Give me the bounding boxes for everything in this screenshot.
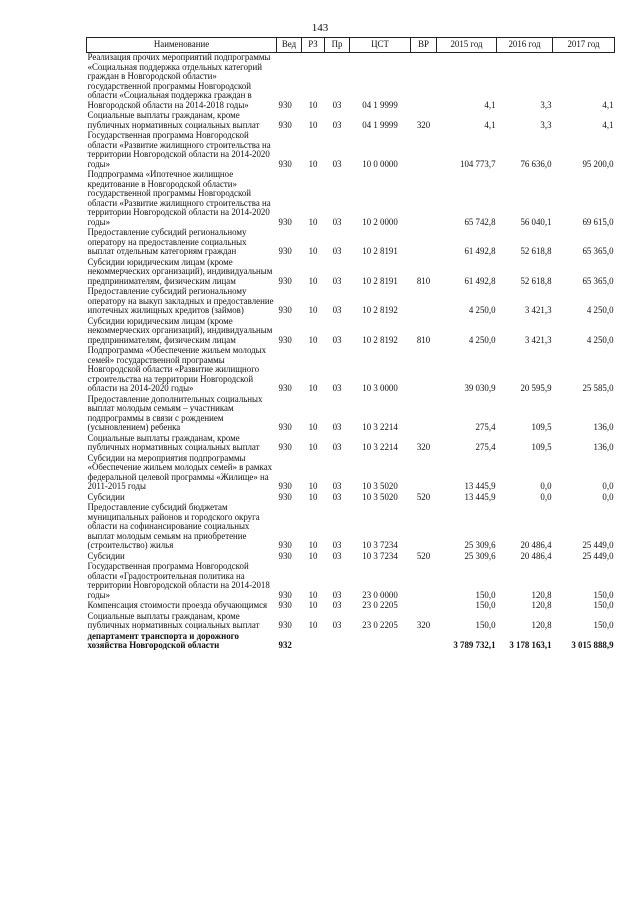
table-cell-vr: [411, 287, 437, 317]
table-cell-2017: 25 449,0: [582, 550, 614, 561]
table-cell-ved: 930: [278, 99, 292, 110]
table-cell-name: Подпрограмма «Ипотечное жилищное кредитование в Новгородской области» государственной программы Новгородской области «Развитие жилищного строительства на территории Новгородской области на 2014-2020 годы»: [87, 169, 271, 227]
table-cell-2016: 3 178 163,1: [509, 640, 552, 650]
table-cell-pr: 03: [332, 216, 342, 227]
table-cell-ved: 930: [278, 589, 292, 600]
table-cell-cst: 10 3 0000: [362, 383, 398, 393]
table-cell-2016: 52 618,8: [520, 246, 552, 256]
table-cell-vr: [411, 454, 437, 493]
table-cell-cst: 23 0 2205: [362, 620, 398, 630]
table-cell-rz: 10: [308, 600, 318, 610]
table-row: [87, 503, 615, 552]
table-cell-vr: [411, 632, 437, 652]
table-cell-2017: 4 250,0: [586, 305, 614, 315]
table-cell-rz: 10: [308, 383, 318, 393]
table-cell-2015: 275,4: [475, 422, 496, 432]
table-row: [87, 258, 615, 288]
table-cell-rz: 10: [308, 442, 318, 452]
table-row: [87, 287, 615, 317]
table-cell-pr: 03: [332, 481, 342, 491]
table-cell-cst: 10 3 7234: [362, 550, 398, 561]
table-cell-name: Подпрограмма «Обеспечение жильем молодых семей» государственной программы Новгородской области «Развитие жилищного строительства на территории Новгородской области на 2014-2020 годы»: [87, 345, 267, 393]
table-cell-name: Предоставление субсидий региональному оператору на выкуп закладных и предоставление ипотечных жилищных кредитов (займов): [87, 286, 274, 315]
table-cell-2017: 150,0: [593, 600, 614, 610]
table-row: [87, 170, 615, 228]
table-cell-ved: 930: [278, 620, 292, 630]
table-cell-2015: 25 309,6: [464, 540, 496, 550]
table-cell-2016: 0,0: [540, 491, 552, 502]
table-cell-ved: 930: [278, 216, 292, 227]
table-cell-2017: 136,0: [593, 422, 614, 432]
table-cell-name: Социальные выплаты гражданам, кроме публичных нормативных социальных выплат: [87, 610, 260, 630]
table-cell-2016: 20 486,4: [520, 540, 552, 550]
table-cell-2015: 104 773,7: [460, 158, 496, 169]
table-cell-2016: 0,0: [540, 481, 552, 491]
table-cell-name: Социальные выплаты гражданам, кроме публичных нормативных социальных выплат: [87, 110, 260, 130]
table-cell-cst: 23 0 0000: [362, 589, 398, 600]
table-cell-cst: 10 3 5020: [362, 481, 398, 491]
table-cell-2016: 3,3: [540, 119, 552, 130]
table-cell-2017: 69 615,0: [582, 216, 614, 227]
table-cell-2015: 4,1: [484, 99, 496, 110]
table-cell-rz: 10: [308, 550, 318, 561]
table-row: [87, 131, 615, 170]
table-cell-2017: 25 449,0: [582, 540, 614, 550]
table-cell-2017: 136,0: [593, 442, 614, 452]
table-cell-ved: 930: [278, 119, 292, 130]
table-cell-cst: 04 1 9999: [362, 99, 398, 110]
table-cell-rz: 10: [308, 491, 318, 502]
table-row: [87, 562, 615, 601]
table-cell-2017: 0,0: [602, 491, 614, 502]
table-cell-vr: [411, 503, 437, 552]
table-cell-pr: 03: [332, 275, 342, 286]
table-cell-2017: 65 365,0: [582, 246, 614, 256]
table-cell-2015: 39 030,9: [464, 383, 496, 393]
table-row: [87, 601, 615, 612]
table-cell-cst: 10 0 0000: [362, 158, 398, 169]
table-cell-2016: 56 040,1: [520, 216, 552, 227]
table-cell-vr: 520: [416, 550, 431, 561]
table-cell-2017: 0,0: [602, 481, 614, 491]
table-cell-vr: [411, 228, 437, 258]
budget-table: [86, 37, 615, 652]
table-row: [87, 53, 615, 112]
table-cell-pr: 03: [332, 99, 342, 110]
table-cell-vr: 320: [416, 119, 431, 130]
table-header-row: [87, 38, 615, 53]
table-row: [87, 395, 615, 434]
table-cell-2015: 4 250,0: [468, 334, 496, 345]
table-cell-ved: 930: [278, 305, 292, 315]
table-cell-pr: 03: [332, 442, 342, 452]
header-cst: ЦСТ: [350, 38, 411, 53]
header-pr: Пр: [325, 38, 350, 53]
table-cell-cst: 23 0 2205: [362, 600, 398, 610]
table-row: [87, 434, 615, 454]
table-cell-name: Субсидии на мероприятия подпрограммы «Обеспечение жильем молодых семей» в рамках федеральной целевой программы «Жилище» на 2011-2015 годы: [87, 452, 273, 491]
table-cell-2015: 61 492,8: [464, 275, 496, 286]
table-cell-name: Субсидии юридическим лицам (кроме некоммерческих организаций), индивидуальным предпринимателям, физическим лицам: [87, 256, 273, 286]
table-cell-2017: 25 585,0: [582, 383, 614, 393]
table-row: [87, 454, 615, 493]
table-cell-pr: 03: [332, 422, 342, 432]
table-cell-ved: 930: [278, 383, 292, 393]
table-cell-2017: 4,1: [602, 119, 614, 130]
table-cell-pr: 03: [332, 600, 342, 610]
table-cell-rz: 10: [308, 275, 318, 286]
table-cell-2016: 20 486,4: [520, 550, 552, 561]
table-cell-2017: 95 200,0: [582, 158, 614, 169]
table-cell-vr: [411, 131, 437, 170]
table-cell-ved: 930: [278, 275, 292, 286]
table-cell-ved: 932: [278, 640, 292, 650]
table-cell-pr: 03: [332, 620, 342, 630]
table-cell-2017: 4,1: [602, 99, 614, 110]
table-cell-2016: 120,8: [531, 600, 552, 610]
table-cell-rz: 10: [308, 589, 318, 600]
table-cell-2016: 3,3: [540, 99, 552, 110]
table-row: [87, 612, 615, 632]
table-cell-rz: 10: [308, 422, 318, 432]
table-row: [87, 228, 615, 258]
table-cell-rz: 10: [308, 481, 318, 491]
table-cell-rz: 10: [308, 305, 318, 315]
header-2015: 2015 год: [437, 38, 497, 53]
table-cell-pr: 03: [332, 158, 342, 169]
table-cell-ved: 930: [278, 334, 292, 345]
table-cell-2017: 65 365,0: [582, 275, 614, 286]
table-cell-2015: 4,1: [484, 119, 496, 130]
table-cell-pr: 03: [332, 589, 342, 600]
table-cell-vr: [411, 601, 437, 612]
table-row: [87, 632, 615, 652]
header-2017: 2017 год: [553, 38, 615, 53]
table-cell-pr: 03: [332, 383, 342, 393]
table-cell-ved: 930: [278, 422, 292, 432]
table-cell-2016: 3 421,3: [524, 305, 552, 315]
table-cell-vr: 320: [416, 442, 431, 452]
table-cell-rz: [302, 632, 325, 652]
table-cell-2016: 20 595,9: [520, 383, 552, 393]
table-cell-name: Реализация прочих мероприятий подпрограммы «Социальная поддержка отдельных категорий граждан в Новгородской области» государственной программы Новгородской области «Социальная поддержка граждан в Новгородской области на 2014-2018 годы»: [87, 52, 271, 110]
table-cell-rz: 10: [308, 334, 318, 345]
table-cell-2016: 109,5: [531, 442, 552, 452]
table-cell-vr: 810: [416, 334, 431, 345]
table-cell-name: Субсидии юридическим лицам (кроме некоммерческих организаций), индивидуальным предпринимателям, физическим лицам: [87, 315, 273, 345]
table-cell-2017: 150,0: [593, 589, 614, 600]
table-cell-ved: 930: [278, 540, 292, 550]
table-cell-name: Субсидии: [87, 491, 125, 502]
table-cell-2017: 150,0: [593, 620, 614, 630]
table-cell-cst: 10 2 0000: [362, 216, 398, 227]
table-cell-vr: 810: [416, 275, 431, 286]
table-cell-pr: [325, 632, 350, 652]
table-cell-name: департамент транспорта и дорожного хозяйства Новгородской области: [87, 630, 239, 650]
table-cell-rz: 10: [308, 158, 318, 169]
table-cell-pr: 03: [332, 334, 342, 345]
table-cell-cst: [350, 632, 411, 652]
table-cell-2016: 120,8: [531, 589, 552, 600]
header-name: Наименование: [87, 38, 277, 53]
table-cell-2015: 13 445,9: [464, 481, 496, 491]
table-cell-cst: 10 3 5020: [362, 491, 398, 502]
table-cell-cst: 10 2 8192: [362, 334, 398, 345]
table-cell-rz: 10: [308, 216, 318, 227]
table-cell-2016: 76 636,0: [520, 158, 552, 169]
table-cell-pr: 03: [332, 305, 342, 315]
table-cell-2015: 4 250,0: [468, 305, 496, 315]
page-number: 143: [311, 22, 329, 34]
table-cell-ved: 930: [278, 158, 292, 169]
table-cell-pr: 03: [332, 550, 342, 561]
table-cell-cst: 10 2 8191: [362, 246, 398, 256]
table-cell-cst: 10 2 8191: [362, 275, 398, 286]
table-row: [87, 111, 615, 131]
header-2016: 2016 год: [497, 38, 553, 53]
table-cell-2015: 61 492,8: [464, 246, 496, 256]
table-row: [87, 317, 615, 347]
table-cell-rz: 10: [308, 119, 318, 130]
table-cell-rz: 10: [308, 246, 318, 256]
table-cell-name: Компенсация стоимости проезда обучающимся: [87, 600, 268, 610]
table-cell-ved: 930: [278, 600, 292, 610]
table-cell-vr: 520: [416, 491, 431, 502]
table-cell-ved: 930: [278, 550, 292, 561]
table-cell-name: Социальные выплаты гражданам, кроме публичных нормативных социальных выплат: [87, 432, 260, 452]
table-cell-2017: 3 015 888,9: [571, 640, 614, 650]
table-cell-cst: 04 1 9999: [362, 119, 398, 130]
header-rz: РЗ: [302, 38, 325, 53]
table-cell-name: Субсидии: [87, 550, 125, 561]
table-cell-pr: 03: [332, 246, 342, 256]
table-cell-ved: 930: [278, 442, 292, 452]
table-row: [87, 346, 615, 395]
table-cell-vr: [411, 562, 437, 601]
table-cell-ved: 930: [278, 491, 292, 502]
table-cell-2015: 150,0: [475, 589, 496, 600]
table-cell-name: Государственная программа Новгородской области «Градостроительная политика на территории Новгородской области на 2014-2018 годы»: [87, 561, 270, 600]
table-cell-ved: 930: [278, 481, 292, 491]
table-cell-cst: 10 3 7234: [362, 540, 398, 550]
table-cell-2015: 275,4: [475, 442, 496, 452]
table-cell-2016: 120,8: [531, 620, 552, 630]
table-cell-name: Предоставление субсидий региональному оператору на предоставление социальных выплат отдельным категориям граждан: [87, 227, 247, 256]
table-cell-vr: [411, 170, 437, 228]
table-cell-rz: 10: [308, 99, 318, 110]
table-cell-2015: 150,0: [475, 600, 496, 610]
table-cell-name: Предоставление дополнительных социальных выплат молодым семьям – участникам подпрограммы в связи с рождением (усыновлением) ребенка: [87, 393, 263, 432]
table-cell-pr: 03: [332, 540, 342, 550]
header-vr: ВР: [411, 38, 437, 53]
table-cell-pr: 03: [332, 119, 342, 130]
table-cell-2015: 3 789 732,1: [453, 640, 496, 650]
table-cell-cst: 10 3 2214: [362, 422, 398, 432]
table-cell-name: Государственная программа Новгородской области «Развитие жилищного строительства на территории Новгородской области на 2014-2020 годы»: [87, 130, 271, 169]
table-cell-vr: [411, 346, 437, 395]
table-cell-2015: 150,0: [475, 620, 496, 630]
table-cell-vr: [411, 395, 437, 434]
table-cell-pr: 03: [332, 491, 342, 502]
table-cell-2016: 3 421,3: [524, 334, 552, 345]
header-ved: Вед: [277, 38, 302, 53]
table-cell-ved: 930: [278, 246, 292, 256]
table-cell-2016: 109,5: [531, 422, 552, 432]
table-cell-vr: [411, 53, 437, 112]
table-cell-2015: 65 742,8: [464, 216, 496, 227]
table-cell-vr: 320: [416, 620, 431, 630]
table-cell-rz: 10: [308, 540, 318, 550]
table-cell-name: Предоставление субсидий бюджетам муниципальных районов и городского округа области на софинансирование социальных выплат молодым семьям на приобретение (строительство) жилья: [87, 502, 260, 550]
table-cell-cst: 10 3 2214: [362, 442, 398, 452]
table-cell-2015: 13 445,9: [464, 491, 496, 502]
table-cell-cst: 10 2 8192: [362, 305, 398, 315]
table-cell-2017: 4 250,0: [586, 334, 614, 345]
table-cell-rz: 10: [308, 620, 318, 630]
table-cell-2015: 25 309,6: [464, 550, 496, 561]
table-cell-2016: 52 618,8: [520, 275, 552, 286]
